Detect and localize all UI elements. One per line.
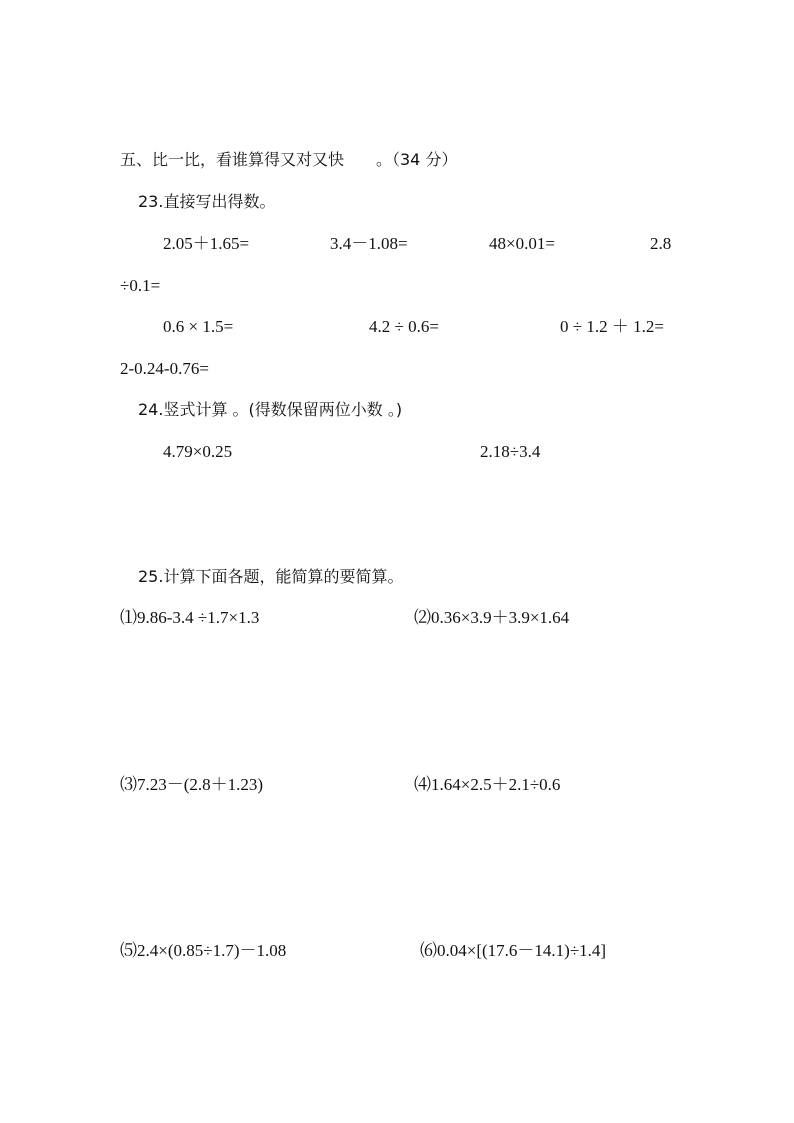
q23-item-4: 2.8 bbox=[650, 234, 672, 253]
q23-title: 23.直接写出得数。 bbox=[138, 192, 276, 211]
q25-item-2: ⑵0.36×3.9＋3.9×1.64 bbox=[414, 608, 570, 627]
q23-item-7: 0 ÷ 1.2 ＋ 1.2= bbox=[560, 317, 664, 336]
q23-item-4-wrap: ÷0.1= bbox=[120, 276, 161, 295]
q24-item-2: 2.18÷3.4 bbox=[480, 442, 541, 461]
q23-item-8: 2-0.24-0.76= bbox=[120, 359, 209, 378]
q23-item-3: 48×0.01= bbox=[489, 234, 555, 253]
q25-item-1: ⑴9.86-3.4 ÷1.7×1.3 bbox=[120, 608, 260, 627]
q23-item-2: 3.4－1.08= bbox=[330, 234, 408, 253]
q23-item-1: 2.05＋1.65= bbox=[163, 234, 250, 253]
q24-title: 24.竖式计算 。(得数保留两位小数 。) bbox=[138, 400, 403, 419]
q24-item-1: 4.79×0.25 bbox=[163, 442, 233, 461]
q25-item-5: ⑸2.4×(0.85÷1.7)－1.08 bbox=[120, 941, 287, 960]
q25-item-4: ⑷1.64×2.5＋2.1÷0.6 bbox=[414, 775, 561, 794]
section-heading: 五、比一比，看谁算得又对又快 。（34 分） bbox=[120, 150, 458, 169]
q25-item-3: ⑶7.23－(2.8＋1.23) bbox=[120, 775, 264, 794]
q23-item-6: 4.2 ÷ 0.6= bbox=[369, 317, 439, 336]
q25-item-6: ⑹0.04×[(17.6－14.1)÷1.4] bbox=[420, 941, 607, 960]
q23-item-5: 0.6 × 1.5= bbox=[163, 317, 234, 336]
q25-title: 25.计算下面各题，能简算的要简算。 bbox=[138, 567, 404, 586]
